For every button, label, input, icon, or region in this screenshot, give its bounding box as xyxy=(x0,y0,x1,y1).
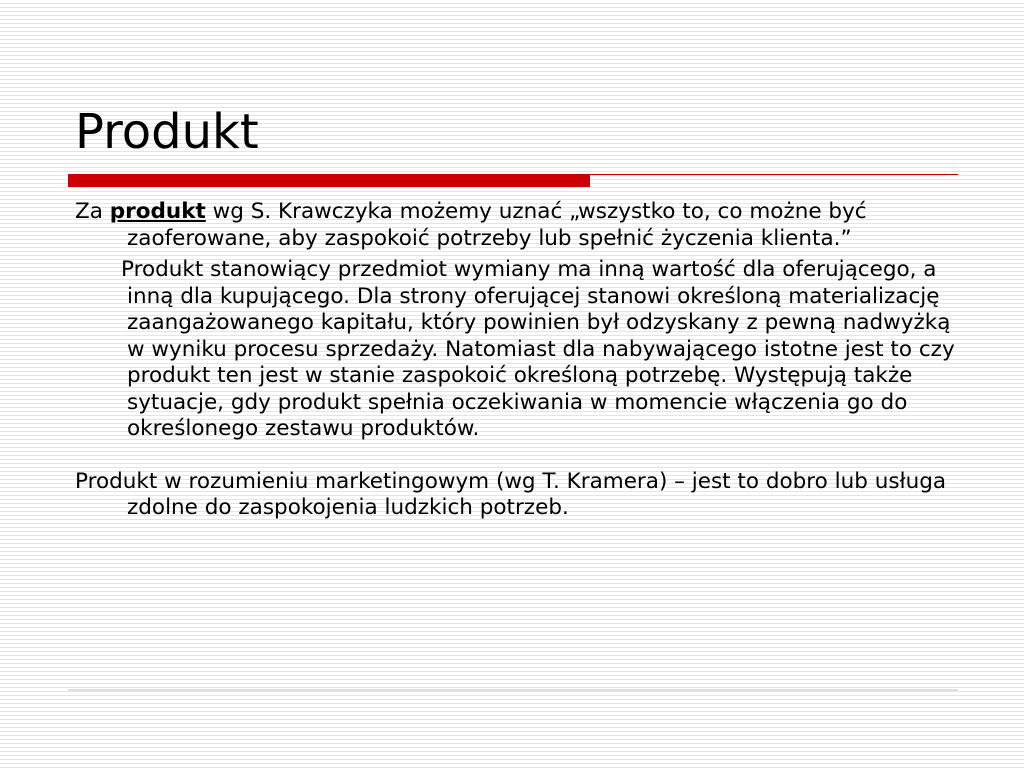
definition-text: wg S. Krawczyka możemy uznać „wszystko to, co możne być zaoferowane, aby zaspokoić potrzeby lub spełnić życzenia klienta.” xyxy=(127,199,867,251)
title-underline-line xyxy=(590,174,958,175)
definition-paragraph xyxy=(75,199,955,252)
exchange-paragraph: Produkt stanowiący przedmiot wymiany ma inną wartość dla oferującego, a inną dla kupującego. Dla strony oferującej stanowi określoną materializację zaangażowanego kapitału, który powinien był odzyskany z pewną nadwyżką w wyniku procesu sprzedaży. Natomiast dla nabywającego istotne jest to czy produkt ten jest w stanie zaspokoić określoną potrzebę. Występują także sytuacje, gdy produkt spełnia oczekiwania w momencie włączenia go do określonego zestawu produktów. xyxy=(121,257,955,441)
marketing-definition-paragraph: Produkt w rozumieniu marketingowym (wg T. Kramera) – jest to dobro lub usługa zdolne do zaspokojenia ludzkich potrzeb. xyxy=(75,468,947,520)
keyword-produkt: produkt xyxy=(109,199,206,224)
slide-title: Produkt xyxy=(75,104,259,160)
title-underline xyxy=(68,174,958,188)
definition-prefix: Za xyxy=(75,199,110,224)
title-underline-bar xyxy=(68,174,590,187)
footer-divider xyxy=(68,689,958,691)
slide-body xyxy=(75,199,955,522)
